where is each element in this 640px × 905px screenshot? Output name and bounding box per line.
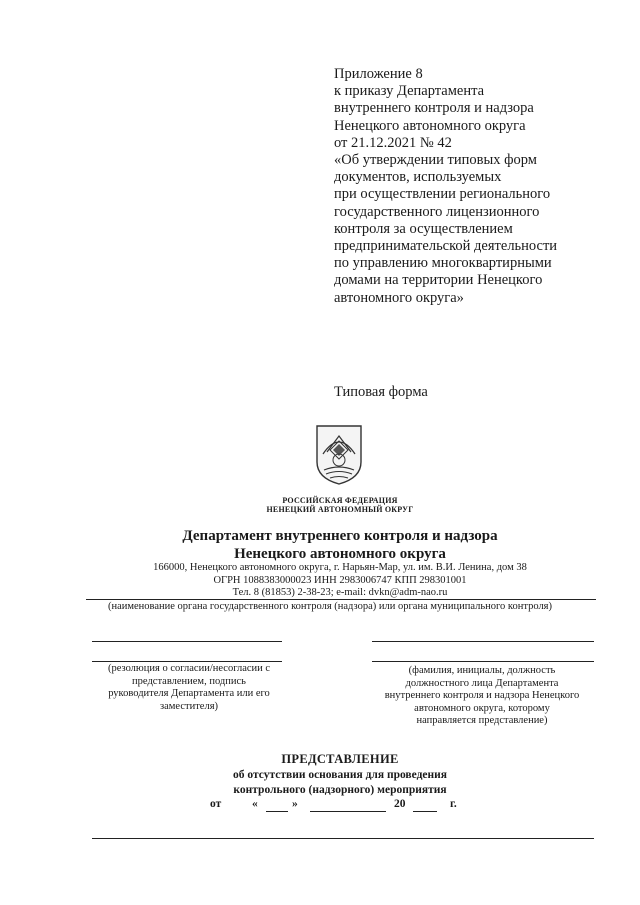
appendix-line: при осуществлении регионального	[334, 186, 551, 203]
resolution-caption-line: заместителя)	[159, 700, 219, 712]
addressee-caption-line: (фамилия, инициалы, должность	[408, 665, 556, 676]
resolution-line-2	[92, 661, 282, 662]
appendix-line: внутреннего контроля и надзора	[334, 100, 534, 117]
registration-ids: ОГРН 1088383000023 ИНН 2983006747 КПП 298301001	[213, 574, 467, 586]
region-name: НЕНЕЦКИЙ АВТОНОМНЫЙ ОКРУГ	[266, 505, 414, 514]
resolution-caption-line: представлением, подпись	[132, 675, 246, 687]
document-title: ПРЕДСТАВЛЕНИЕ	[281, 752, 399, 766]
appendix-line: контроля за осуществлением	[334, 220, 513, 237]
country-header	[200, 496, 480, 514]
document-subtitle	[170, 768, 510, 798]
form-type-label: Типовая форма	[334, 384, 428, 400]
appendix-line: к приказу Департамента	[334, 83, 485, 100]
resolution-caption	[84, 663, 294, 713]
addressee-line-1	[372, 641, 594, 642]
document-subtitle-line-2: контрольного (надзорного) мероприятия	[233, 784, 447, 796]
country-name: РОССИЙСКАЯ ФЕДЕРАЦИЯ	[282, 496, 398, 505]
year-prefix: 20	[394, 798, 406, 810]
appendix-line: предпринимательской деятельности	[334, 238, 558, 255]
quote-close: »	[292, 798, 298, 810]
addressee-line-2	[372, 661, 594, 662]
date-prefix: от	[210, 798, 222, 810]
year-blank[interactable]	[413, 799, 437, 812]
year-suffix: г.	[450, 798, 457, 810]
resolution-line-1	[92, 641, 282, 642]
appendix-line: государственного лицензионного	[334, 203, 540, 220]
department-name	[120, 527, 560, 563]
appendix-line: по управлению многоквартирными	[334, 255, 552, 272]
coat-of-arms-icon	[314, 424, 364, 486]
appendix-line: «Об утверждении типовых форм	[334, 152, 537, 169]
org-name-caption: (наименование органа государственного контроля (надзора) или органа муниципального контроля)	[107, 601, 553, 612]
appendix-line: Приложение 8	[334, 66, 423, 82]
resolution-caption-line: руководителя Департамента или его	[108, 688, 270, 699]
appendix-block	[334, 66, 634, 307]
addressee-caption-line: внутреннего контроля и надзора Ненецкого	[384, 690, 580, 701]
addressee-caption-line: должностного лица Департамента	[405, 677, 559, 689]
resolution-caption-line: (резолюция о согласии/несогласии с	[107, 663, 271, 674]
org-name-underline	[86, 599, 596, 600]
month-blank[interactable]	[310, 799, 386, 812]
addressee-caption	[372, 665, 592, 728]
department-contacts	[120, 562, 560, 600]
appendix-line: автономного округа»	[334, 289, 464, 306]
addressee-caption-line: направляется представление)	[416, 715, 548, 726]
appendix-line: документов, используемых	[334, 169, 502, 186]
quote-open: «	[252, 798, 258, 810]
bottom-rule	[92, 838, 594, 839]
document-subtitle-line-1: об отсутствии основания для проведения	[232, 769, 447, 781]
department-line-1: Департамент внутреннего контроля и надзора	[182, 528, 498, 544]
phone-email-line: Тел. 8 (81853) 2-38-23; e-mail: dvkn@adm-nao.ru	[232, 587, 448, 598]
addressee-caption-line: автономного округа, которому	[414, 702, 550, 714]
department-line-2: Ненецкого автономного округа	[234, 546, 446, 562]
appendix-line: домами на территории Ненецкого	[334, 272, 543, 289]
address-line: 166000, Ненецкого автономного округа, г. Нарьян-Мар, ул. им. В.И. Ленина, дом 38	[153, 562, 527, 573]
appendix-line: от 21.12.2021 № 42	[334, 134, 452, 151]
day-blank[interactable]	[266, 799, 288, 812]
document-date-row	[210, 798, 480, 816]
appendix-line: Ненецкого автономного округа	[334, 117, 526, 134]
